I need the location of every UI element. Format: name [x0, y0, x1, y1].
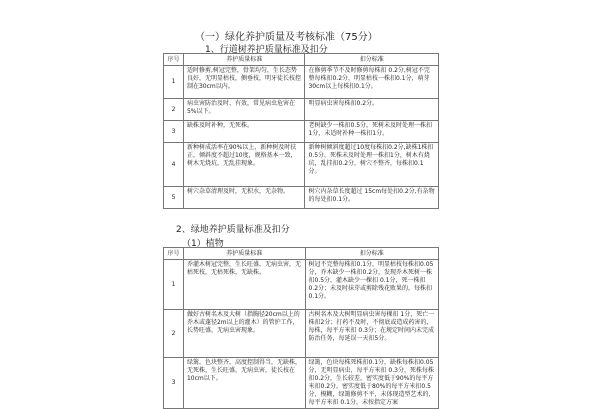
row-number: 2: [164, 310, 184, 358]
row-number: 5: [164, 187, 184, 209]
table-row: [164, 66, 439, 99]
header-deduction: 扣分标准: [305, 54, 439, 66]
row-standard: 乔灌木树冠完整，生长旺盛，无病虫害，无枯死枝，无枯死株，无缺株。: [183, 260, 305, 310]
table-header-row: [164, 54, 439, 66]
header-number: 序号: [164, 54, 184, 66]
row-number: 3: [164, 358, 184, 409]
row-standard: 病虫害防治及时、有效，常见病虫危害在5%以下。: [183, 99, 305, 121]
row-deduction: 在修剪季节不及时修剪每株扣 0.2分,树冠不完整每株扣0.2分，明显枯枝一株扣0.1分，萌芽30cm以上每株扣0.1分。: [305, 66, 439, 99]
row-number: 2: [164, 99, 184, 121]
row-deduction: 树冠不完整每株扣0.1分，明显枯枝每株扣0.05分，乔木缺少一株扣0.2分，发现乔木死树一株扣0.5分，灌木缺少一棵扣 0.1分，死一株扣0.2分；未及时抹芽或剪除残花败果的，每株扣0.1分。: [305, 260, 439, 310]
table-row: [164, 143, 439, 187]
table-row: [164, 99, 439, 121]
section-heading-green-space: 2、绿地养护质量标准及扣分: [176, 225, 290, 235]
header-number: 序号: [164, 248, 184, 260]
document-title: （一）绿化养护质量及考核标准（75分）: [195, 32, 378, 43]
row-standard: 适时修剪,树冠完整，骨架均匀，生长态势良好，无明显枯枝，侧垂枝，明牙徒长枝控制在30cm以内。: [183, 66, 305, 99]
row-standard: 缺株及时补种，无死株。: [183, 121, 305, 143]
table-row: [164, 358, 439, 409]
row-standard: 绿篱，色块整齐，高度控制得当，无缺株，无死株，生长旺盛，无病虫害，徒长枝在10cm以下。: [183, 358, 305, 409]
row-deduction: 老树缺少一株扣0.5分，死树未及时处理一株扣1分，未适时补种一株扣1分。: [305, 121, 439, 143]
table-header-row: [164, 248, 439, 260]
row-standard: 新种树成活率在90%以上，新种树及时扶正，倾斜度不超过10度，规格基本一致，树木无烧坑，无乱挂现象。: [183, 143, 305, 187]
row-deduction: 树穴内杂草长度超过 15cm每处扣0.2分,有杂物的每处扣0.1分。: [305, 187, 439, 209]
green-space-standards-table: [163, 247, 439, 409]
table-row: [164, 310, 439, 358]
subsection-heading-plants: （1）植物: [182, 239, 224, 249]
table-row: [164, 121, 439, 143]
row-number: 1: [164, 260, 184, 310]
header-standard: 养护质量标准: [183, 248, 305, 260]
row-deduction: 明显病虫害每株扣0.2分。: [305, 99, 439, 121]
row-number: 3: [164, 121, 184, 143]
header-standard: 养护质量标准: [183, 54, 305, 66]
row-number: 1: [164, 66, 184, 99]
row-deduction: 绿篱，色块每株死株扣0.1分，缺株每株扣0.05分，无明显病虫，每平方米扣 0.3分，死株每株扣0.2分，生长较差，密实度低于90%的每平方米扣0.2分，密实度低于80%的每平方米扣0.5分，模糊，绿篱修剪不平，未体现造型艺术的，每平方米扣 0.1分，未按指定方案: [305, 358, 439, 409]
row-standard: 做好古树名木及大树（指胸径20cm以上的乔木或蓬径2m以上的灌木）的管护工作，长势旺盛，无病虫害现象。: [183, 310, 305, 358]
header-deduction: 扣分标准: [305, 248, 439, 260]
row-standard: 树穴杂草清理及时，无积水，无杂物。: [183, 187, 305, 209]
section-heading-street-trees: 1、行道树养护质量标准及扣分: [205, 45, 328, 55]
row-number: 4: [164, 143, 184, 187]
table-row: [164, 260, 439, 310]
street-tree-standards-table: [163, 53, 439, 209]
table-row: [164, 187, 439, 209]
row-deduction: 古树名木及大树明显病虫害每棵扣 1分，死亡一株扣2分；打药不及时，不彻底或造成药害的，每株，每平方米扣 0.3分；在规定时间内未完成防治任务，每延误一天扣5分。: [305, 310, 439, 358]
row-deduction: 新种树倾斜度超过10度每株扣0.2分,缺株1株扣0.5分，死株未及时处理一株扣1分，树木有烧坑，乱挂扣0.2分，树穴不整齐，每株扣0.1分。: [305, 143, 439, 187]
